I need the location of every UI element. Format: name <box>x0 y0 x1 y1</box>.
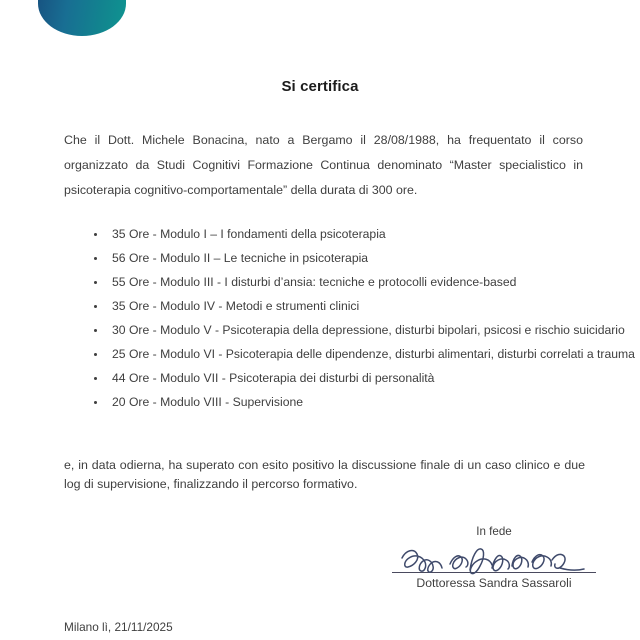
place-date: Milano lì, 21/11/2025 <box>64 620 173 634</box>
page-title: Si certifica <box>281 78 359 95</box>
intro-paragraph: Che il Dott. Michele Bonacina, nato a Bergamo il 28/08/1988, ha frequentato il corso organizzato da Studi Cognitivi Formazione Continua denominato “Master specialistico in psicoterapia cognitivo-comportamentale” della durata di 300 ore. <box>64 133 583 197</box>
studi-cognitivi-logo <box>38 0 126 36</box>
list-item: 55 Ore - Modulo III - I disturbi d’ansia: tecniche e protocolli evidence-based <box>93 270 613 294</box>
list-item: 44 Ore - Modulo VII - Psicoterapia dei disturbi di personalità <box>93 366 613 390</box>
list-item: 25 Ore - Modulo VI - Psicoterapia delle dipendenze, disturbi alimentari, disturbi correlati a trauma <box>93 342 613 366</box>
modules-list <box>93 222 635 414</box>
closing-paragraph: e, in data odierna, ha superato con esito positivo la discussione finale di un caso clinico e due log di supervisione, finalizzando il percorso formativo. <box>64 458 585 491</box>
list-item: 20 Ore - Modulo VIII - Supervisione <box>93 390 613 414</box>
in-fede-label: In fede <box>476 525 512 538</box>
logo-area <box>0 0 640 52</box>
list-item: 56 Ore - Modulo II – Le tecniche in psicoterapia <box>93 246 613 270</box>
list-item: 35 Ore - Modulo I – I fondamenti della psicoterapia <box>93 222 613 246</box>
signer-name: Dottoressa Sandra Sassaroli <box>416 576 572 590</box>
list-item: 35 Ore - Modulo IV - Metodi e strumenti clinici <box>93 294 613 318</box>
signature-block <box>392 524 596 592</box>
list-item: 30 Ore - Modulo V - Psicoterapia della depressione, disturbi bipolari, psicosi e rischio suicidario <box>93 318 613 342</box>
signature-rule <box>392 572 596 573</box>
